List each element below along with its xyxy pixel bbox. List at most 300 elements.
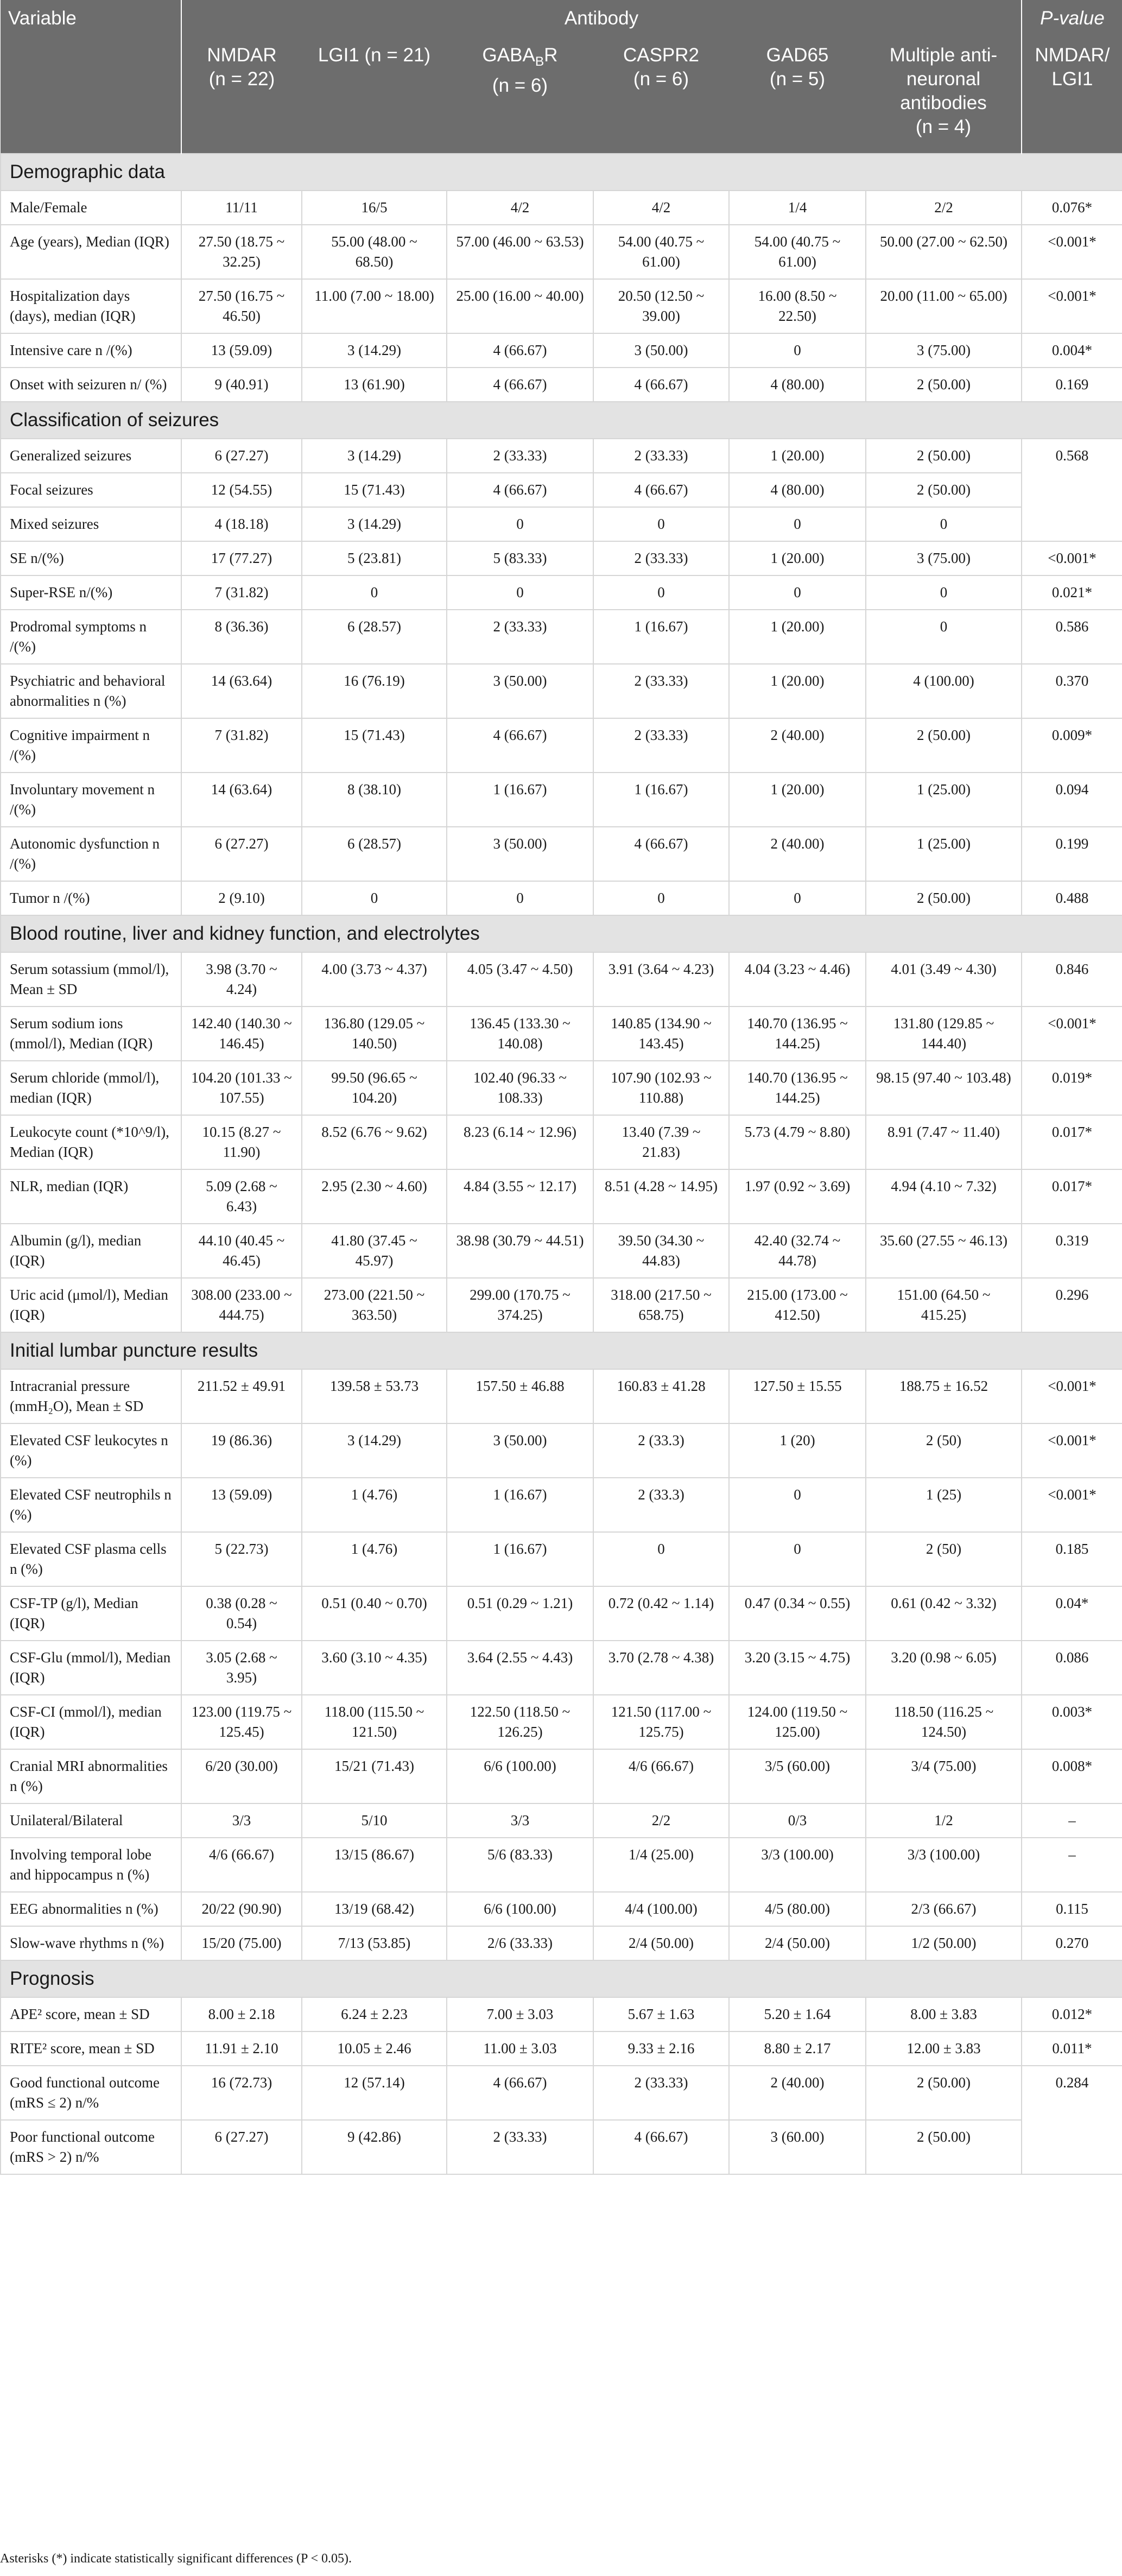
value-cell: 5.73 (4.79 ~ 8.80) [729, 1115, 866, 1169]
value-cell: 25.00 (16.00 ~ 40.00) [447, 279, 593, 333]
value-cell: 6 (28.57) [302, 827, 447, 881]
section-header [1, 1332, 1122, 1369]
row-label: Hospitalization days (days), median (IQR) [1, 279, 181, 333]
row-label: CSF-CI (mmol/l), median (IQR) [1, 1695, 181, 1749]
value-cell: 0 [593, 575, 729, 610]
value-cell: 12 (54.55) [181, 473, 302, 507]
value-cell: 1 (16.67) [447, 773, 593, 827]
value-cell: 1 (25.00) [866, 827, 1022, 881]
table-row [1, 1278, 1122, 1332]
pvalue-cell: 0.586 [1022, 610, 1122, 664]
table-row [1, 1369, 1122, 1423]
value-cell: 3.05 (2.68 ~ 3.95) [181, 1641, 302, 1695]
value-cell: 1 (25.00) [866, 773, 1022, 827]
value-cell: 8 (36.36) [181, 610, 302, 664]
value-cell: 0.47 (0.34 ~ 0.55) [729, 1586, 866, 1641]
value-cell: 2 (33.33) [593, 718, 729, 773]
value-cell: 13 (59.09) [181, 333, 302, 368]
group-name: CASPR2 [623, 45, 700, 66]
value-cell: 3 (14.29) [302, 333, 447, 368]
value-cell: 118.00 (115.50 ~ 121.50) [302, 1695, 447, 1749]
value-cell: 139.58 ± 53.73 [302, 1369, 447, 1423]
row-label: Serum sotassium (mmol/l), Mean ± SD [1, 952, 181, 1007]
table-row [1, 952, 1122, 1007]
value-cell: 16 (72.73) [181, 2066, 302, 2120]
value-cell: 54.00 (40.75 ~ 61.00) [729, 225, 866, 279]
value-cell: 4.01 (3.49 ~ 4.30) [866, 952, 1022, 1007]
value-cell: 8.52 (6.76 ~ 9.62) [302, 1115, 447, 1169]
pvalue-cell: 0.185 [1022, 1532, 1122, 1586]
value-cell: 2 (50.00) [866, 881, 1022, 915]
value-cell: 1 (20.00) [729, 439, 866, 473]
value-cell: 2 (50.00) [866, 2120, 1022, 2174]
pvalue-cell: 0.012* [1022, 1997, 1122, 2031]
pvalue-cell: <0.001* [1022, 1423, 1122, 1478]
pvalue-cell: <0.001* [1022, 1478, 1122, 1532]
pvalue-cell: 0.004* [1022, 333, 1122, 368]
group-name: LGI1 (n = 21) [318, 45, 431, 66]
pvalue-cell: <0.001* [1022, 1369, 1122, 1423]
group-n: (n = 22) [208, 68, 275, 90]
value-cell: 318.00 (217.50 ~ 658.75) [593, 1278, 729, 1332]
value-cell: 42.40 (32.74 ~ 44.78) [729, 1224, 866, 1278]
pvalue-cell: 0.846 [1022, 952, 1122, 1007]
row-label: Onset with seizuren n/ (%) [1, 368, 181, 402]
pvalue-cell: 0.296 [1022, 1278, 1122, 1332]
value-cell: 2 (40.00) [729, 718, 866, 773]
value-cell: 14 (63.64) [181, 664, 302, 718]
table-row [1, 225, 1122, 279]
value-cell: 4 (66.67) [447, 333, 593, 368]
table-row [1, 2066, 1122, 2120]
value-cell: 9 (42.86) [302, 2120, 447, 2174]
pvalue-cell: 0.021* [1022, 575, 1122, 610]
pvalue-cell: 0.488 [1022, 881, 1122, 915]
row-label: Uric acid (μmol/l), Median (IQR) [1, 1278, 181, 1332]
value-cell: 6 (27.27) [181, 2120, 302, 2174]
value-cell: 2 (40.00) [729, 2066, 866, 2120]
value-cell: 7 (31.82) [181, 718, 302, 773]
value-cell: 0 [729, 507, 866, 541]
value-cell: 3.91 (3.64 ~ 4.23) [593, 952, 729, 1007]
group-name: GAD65 [766, 45, 829, 66]
value-cell: 2 (33.33) [593, 664, 729, 718]
value-cell: 4 (66.67) [447, 473, 593, 507]
value-cell: 15/20 (75.00) [181, 1926, 302, 1960]
value-cell: 2 (9.10) [181, 881, 302, 915]
value-cell: 13 (59.09) [181, 1478, 302, 1532]
value-cell: 14 (63.64) [181, 773, 302, 827]
table-row [1, 2031, 1122, 2066]
pvalue-cell: 0.199 [1022, 827, 1122, 881]
table-row [1, 1803, 1122, 1838]
table-row [1, 507, 1122, 541]
value-cell: 1 (16.67) [593, 610, 729, 664]
value-cell: 41.80 (37.45 ~ 45.97) [302, 1224, 447, 1278]
section-title: Initial lumbar puncture results [1, 1332, 1122, 1369]
value-cell: 4.94 (4.10 ~ 7.32) [866, 1169, 1022, 1224]
value-cell: 0.51 (0.29 ~ 1.21) [447, 1586, 593, 1641]
value-cell: 0 [729, 1478, 866, 1532]
value-cell: 4 (100.00) [866, 664, 1022, 718]
value-cell: 6 (27.27) [181, 827, 302, 881]
group-header-gabab [447, 37, 593, 154]
pvalue-cell: <0.001* [1022, 279, 1122, 333]
table-row [1, 664, 1122, 718]
value-cell: 8.00 ± 2.18 [181, 1997, 302, 2031]
value-cell: 215.00 (173.00 ~ 412.50) [729, 1278, 866, 1332]
value-cell: 107.90 (102.93 ~ 110.88) [593, 1061, 729, 1115]
antibody-header: Antibody [181, 0, 1022, 37]
row-label: Male/Female [1, 191, 181, 225]
row-label: EEG abnormalities n (%) [1, 1892, 181, 1926]
pvalue-cell: 0.017* [1022, 1169, 1122, 1224]
value-cell: 1 (20.00) [729, 610, 866, 664]
value-cell: 3 (50.00) [447, 664, 593, 718]
table-row [1, 1115, 1122, 1169]
table-row [1, 881, 1122, 915]
value-cell: 2.95 (2.30 ~ 4.60) [302, 1169, 447, 1224]
row-label: NLR, median (IQR) [1, 1169, 181, 1224]
value-cell: 4/2 [593, 191, 729, 225]
row-label: Slow-wave rhythms n (%) [1, 1926, 181, 1960]
value-cell: 5.20 ± 1.64 [729, 1997, 866, 2031]
row-label: SE n/(%) [1, 541, 181, 575]
value-cell: 99.50 (96.65 ~ 104.20) [302, 1061, 447, 1115]
section-title: Blood routine, liver and kidney function, and electrolytes [1, 915, 1122, 952]
row-label: Generalized seizures [1, 439, 181, 473]
value-cell: 0 [729, 1532, 866, 1586]
table-row [1, 1997, 1122, 2031]
value-cell: 6/20 (30.00) [181, 1749, 302, 1803]
row-label: Leukocyte count (*10^9/l), Median (IQR) [1, 1115, 181, 1169]
value-cell: 4.05 (3.47 ~ 4.50) [447, 952, 593, 1007]
value-cell: 35.60 (27.55 ~ 46.13) [866, 1224, 1022, 1278]
value-cell: 0 [729, 575, 866, 610]
value-cell: 11/11 [181, 191, 302, 225]
table-row [1, 473, 1122, 507]
table-row [1, 541, 1122, 575]
value-cell: 10.15 (8.27 ~ 11.90) [181, 1115, 302, 1169]
value-cell: 98.15 (97.40 ~ 103.48) [866, 1061, 1022, 1115]
value-cell: 1 (20.00) [729, 541, 866, 575]
value-cell: 13.40 (7.39 ~ 21.83) [593, 1115, 729, 1169]
value-cell: 12.00 ± 3.83 [866, 2031, 1022, 2066]
pvalue-cell: 0.008* [1022, 1749, 1122, 1803]
value-cell: 3.60 (3.10 ~ 4.35) [302, 1641, 447, 1695]
value-cell: 0 [302, 575, 447, 610]
value-cell: 11.91 ± 2.10 [181, 2031, 302, 2066]
pvalue-cell: 0.370 [1022, 664, 1122, 718]
value-cell: 1 (16.67) [447, 1532, 593, 1586]
value-cell: 2/2 [593, 1803, 729, 1838]
value-cell: 4.04 (3.23 ~ 4.46) [729, 952, 866, 1007]
value-cell: 5/10 [302, 1803, 447, 1838]
value-cell: 0 [593, 1532, 729, 1586]
row-label: Poor functional outcome (mRS > 2) n/% [1, 2120, 181, 2174]
value-cell: 8.51 (4.28 ~ 14.95) [593, 1169, 729, 1224]
value-cell: 0.61 (0.42 ~ 3.32) [866, 1586, 1022, 1641]
value-cell: 8.23 (6.14 ~ 12.96) [447, 1115, 593, 1169]
group-name: $GABA_BR$ [482, 45, 558, 69]
row-label: Prodromal symptoms n /(%) [1, 610, 181, 664]
value-cell: 0 [866, 507, 1022, 541]
value-cell: 104.20 (101.33 ~ 107.55) [181, 1061, 302, 1115]
value-cell: 2 (33.33) [447, 610, 593, 664]
pvalue-cell: 0.019* [1022, 1061, 1122, 1115]
value-cell: 55.00 (48.00 ~ 68.50) [302, 225, 447, 279]
value-cell: 2 (33.33) [447, 2120, 593, 2174]
table-row [1, 279, 1122, 333]
table-row [1, 575, 1122, 610]
table-row [1, 1532, 1122, 1586]
section-header [1, 1960, 1122, 1997]
value-cell: 142.40 (140.30 ~ 146.45) [181, 1007, 302, 1061]
pvalue-cell: <0.001* [1022, 1007, 1122, 1061]
value-cell: 0 [593, 507, 729, 541]
value-cell: 8.80 ± 2.17 [729, 2031, 866, 2066]
value-cell: 131.80 (129.85 ~ 144.40) [866, 1007, 1022, 1061]
value-cell: 3/3 [181, 1803, 302, 1838]
value-cell: 0.51 (0.40 ~ 0.70) [302, 1586, 447, 1641]
value-cell: 123.00 (119.75 ~ 125.45) [181, 1695, 302, 1749]
value-cell: 2/2 [866, 191, 1022, 225]
value-cell: 4 (66.67) [447, 368, 593, 402]
value-cell: 1/2 [866, 1803, 1022, 1838]
table-row [1, 1749, 1122, 1803]
row-label: Elevated CSF leukocytes n (%) [1, 1423, 181, 1478]
value-cell: 4 (18.18) [181, 507, 302, 541]
group-n: (n = 4) [915, 116, 972, 137]
value-cell: 3.98 (3.70 ~ 4.24) [181, 952, 302, 1007]
row-label: Elevated CSF plasma cells n (%) [1, 1532, 181, 1586]
value-cell: 0/3 [729, 1803, 866, 1838]
value-cell: 0 [866, 575, 1022, 610]
value-cell: 17 (77.27) [181, 541, 302, 575]
value-cell: 5.09 (2.68 ~ 6.43) [181, 1169, 302, 1224]
value-cell: 102.40 (96.33 ~ 108.33) [447, 1061, 593, 1115]
table-row [1, 1586, 1122, 1641]
value-cell: 57.00 (46.00 ~ 63.53) [447, 225, 593, 279]
value-cell: 3 (75.00) [866, 333, 1022, 368]
value-cell: 16/5 [302, 191, 447, 225]
value-cell: 13 (61.90) [302, 368, 447, 402]
value-cell: 122.50 (118.50 ~ 126.25) [447, 1695, 593, 1749]
value-cell: 7.00 ± 3.03 [447, 1997, 593, 2031]
value-cell: 5.67 ± 1.63 [593, 1997, 729, 2031]
value-cell: 6/6 (100.00) [447, 1749, 593, 1803]
value-cell: 6 (27.27) [181, 439, 302, 473]
value-cell: 4/4 (100.00) [593, 1892, 729, 1926]
value-cell: 121.50 (117.00 ~ 125.75) [593, 1695, 729, 1749]
table-row [1, 1169, 1122, 1224]
value-cell: 3/3 (100.00) [729, 1838, 866, 1892]
row-label: Unilateral/Bilateral [1, 1803, 181, 1838]
pvalue-cell: – [1022, 1838, 1122, 1892]
value-cell: 2 (40.00) [729, 827, 866, 881]
row-label: Involuntary movement n /(%) [1, 773, 181, 827]
value-cell: 4 (80.00) [729, 368, 866, 402]
section-header [1, 154, 1122, 191]
value-cell: 19 (86.36) [181, 1423, 302, 1478]
value-cell: 7 (31.82) [181, 575, 302, 610]
pvalue-cell: – [1022, 1803, 1122, 1838]
section-header [1, 915, 1122, 952]
table-row [1, 368, 1122, 402]
value-cell: 3 (75.00) [866, 541, 1022, 575]
value-cell: 6.24 ± 2.23 [302, 1997, 447, 2031]
value-cell: 4 (66.67) [447, 2066, 593, 2120]
value-cell: 12 (57.14) [302, 2066, 447, 2120]
section-title: Demographic data [1, 154, 1122, 191]
value-cell: 3.20 (3.15 ~ 4.75) [729, 1641, 866, 1695]
row-label: Autonomic dysfunction n /(%) [1, 827, 181, 881]
row-label: Mixed seizures [1, 507, 181, 541]
value-cell: 4/6 (66.67) [593, 1749, 729, 1803]
group-header-gad65 [729, 37, 866, 154]
table-row [1, 191, 1122, 225]
value-cell: 188.75 ± 16.52 [866, 1369, 1022, 1423]
value-cell: 3 (14.29) [302, 439, 447, 473]
value-cell: 4/2 [447, 191, 593, 225]
table-row [1, 827, 1122, 881]
table-row [1, 1641, 1122, 1695]
value-cell: 13/15 (86.67) [302, 1838, 447, 1892]
value-cell: 5/6 (83.33) [447, 1838, 593, 1892]
pvalue-cell: 0.270 [1022, 1926, 1122, 1960]
table-row [1, 1007, 1122, 1061]
value-cell: 27.50 (16.75 ~ 46.50) [181, 279, 302, 333]
group-n: (n = 6) [492, 75, 548, 96]
pvalue-header: P-value [1022, 0, 1122, 37]
value-cell: 2/4 (50.00) [593, 1926, 729, 1960]
pvalue-cell: 0.319 [1022, 1224, 1122, 1278]
value-cell: 4.84 (3.55 ~ 12.17) [447, 1169, 593, 1224]
pvalue-cell: 0.284 [1022, 2066, 1122, 2174]
row-label: APE² score, mean ± SD [1, 1997, 181, 2031]
pvalue-cell: 0.086 [1022, 1641, 1122, 1695]
value-cell: 1 (16.67) [447, 1478, 593, 1532]
value-cell: 151.00 (64.50 ~ 415.25) [866, 1278, 1022, 1332]
table-row [1, 2120, 1122, 2174]
value-cell: 1 (4.76) [302, 1532, 447, 1586]
value-cell: 11.00 (7.00 ~ 18.00) [302, 279, 447, 333]
value-cell: 0.72 (0.42 ~ 1.14) [593, 1586, 729, 1641]
value-cell: 11.00 ± 3.03 [447, 2031, 593, 2066]
table-row [1, 1926, 1122, 1960]
table-row [1, 773, 1122, 827]
table-row [1, 333, 1122, 368]
value-cell: 1 (20.00) [729, 664, 866, 718]
value-cell: 5 (22.73) [181, 1532, 302, 1586]
value-cell: 9 (40.91) [181, 368, 302, 402]
value-cell: 140.85 (134.90 ~ 143.45) [593, 1007, 729, 1061]
value-cell: 50.00 (27.00 ~ 62.50) [866, 225, 1022, 279]
value-cell: 4/5 (80.00) [729, 1892, 866, 1926]
value-cell: 0 [447, 507, 593, 541]
group-name: Multiple anti-neuronal antibodies [889, 45, 998, 113]
value-cell: 39.50 (34.30 ~ 44.83) [593, 1224, 729, 1278]
compare-header: NMDAR/ LGI1 [1022, 37, 1122, 154]
row-label: CSF-TP (g/l), Median (IQR) [1, 1586, 181, 1641]
row-label: Cognitive impairment n /(%) [1, 718, 181, 773]
section-title: Classification of seizures [1, 402, 1122, 439]
value-cell: 16 (76.19) [302, 664, 447, 718]
row-label: CSF-Glu (mmol/l), Median (IQR) [1, 1641, 181, 1695]
value-cell: 136.45 (133.30 ~ 140.08) [447, 1007, 593, 1061]
value-cell: 127.50 ± 15.55 [729, 1369, 866, 1423]
value-cell: 4/6 (66.67) [181, 1838, 302, 1892]
value-cell: 27.50 (18.75 ~ 32.25) [181, 225, 302, 279]
pvalue-cell: 0.017* [1022, 1115, 1122, 1169]
value-cell: 1/4 (25.00) [593, 1838, 729, 1892]
table-row [1, 1423, 1122, 1478]
value-cell: 4 (80.00) [729, 473, 866, 507]
value-cell: 38.98 (30.79 ~ 44.51) [447, 1224, 593, 1278]
pvalue-cell: 0.568 [1022, 439, 1122, 541]
table-row [1, 1892, 1122, 1926]
value-cell: 4 (66.67) [593, 2120, 729, 2174]
value-cell: 44.10 (40.45 ~ 46.45) [181, 1224, 302, 1278]
value-cell: 2 (33.33) [593, 2066, 729, 2120]
value-cell: 2 (33.3) [593, 1478, 729, 1532]
pvalue-cell: 0.076* [1022, 191, 1122, 225]
pvalue-cell: <0.001* [1022, 541, 1122, 575]
value-cell: 3.70 (2.78 ~ 4.38) [593, 1641, 729, 1695]
value-cell: 3 (50.00) [447, 827, 593, 881]
value-cell: 140.70 (136.95 ~ 144.25) [729, 1061, 866, 1115]
value-cell: 16.00 (8.50 ~ 22.50) [729, 279, 866, 333]
value-cell: 299.00 (170.75 ~ 374.25) [447, 1278, 593, 1332]
value-cell: 3/4 (75.00) [866, 1749, 1022, 1803]
value-cell: 118.50 (116.25 ~ 124.50) [866, 1695, 1022, 1749]
value-cell: 4 (66.67) [593, 368, 729, 402]
value-cell: 2 (50.00) [866, 473, 1022, 507]
value-cell: 2 (50.00) [866, 368, 1022, 402]
value-cell: 160.83 ± 41.28 [593, 1369, 729, 1423]
table-row [1, 1695, 1122, 1749]
table-row [1, 1224, 1122, 1278]
value-cell: 15 (71.43) [302, 718, 447, 773]
value-cell: 2 (33.33) [593, 541, 729, 575]
value-cell: 15 (71.43) [302, 473, 447, 507]
value-cell: 8 (38.10) [302, 773, 447, 827]
row-label: Elevated CSF neutrophils n (%) [1, 1478, 181, 1532]
value-cell: 3 (14.29) [302, 507, 447, 541]
value-cell: 9.33 ± 2.16 [593, 2031, 729, 2066]
row-label: RITE² score, mean ± SD [1, 2031, 181, 2066]
value-cell: 2/6 (33.33) [447, 1926, 593, 1960]
value-cell: 2 (50.00) [866, 2066, 1022, 2120]
group-header-caspr2 [593, 37, 729, 154]
value-cell: 157.50 ± 46.88 [447, 1369, 593, 1423]
value-cell: 2 (33.3) [593, 1423, 729, 1478]
value-cell: 2 (50.00) [866, 718, 1022, 773]
value-cell: 6/6 (100.00) [447, 1892, 593, 1926]
value-cell: 3/3 [447, 1803, 593, 1838]
group-name: NMDAR [207, 45, 277, 66]
value-cell: 8.00 ± 3.83 [866, 1997, 1022, 2031]
value-cell: 0.38 (0.28 ~ 0.54) [181, 1586, 302, 1641]
value-cell: 2 (33.33) [447, 439, 593, 473]
value-cell: 5 (23.81) [302, 541, 447, 575]
group-n: (n = 6) [633, 68, 689, 90]
pvalue-cell: 0.115 [1022, 1892, 1122, 1926]
value-cell: 7/13 (53.85) [302, 1926, 447, 1960]
value-cell: 0 [866, 610, 1022, 664]
value-cell: 5 (83.33) [447, 541, 593, 575]
row-label: Serum chloride (mmol/l), median (IQR) [1, 1061, 181, 1115]
